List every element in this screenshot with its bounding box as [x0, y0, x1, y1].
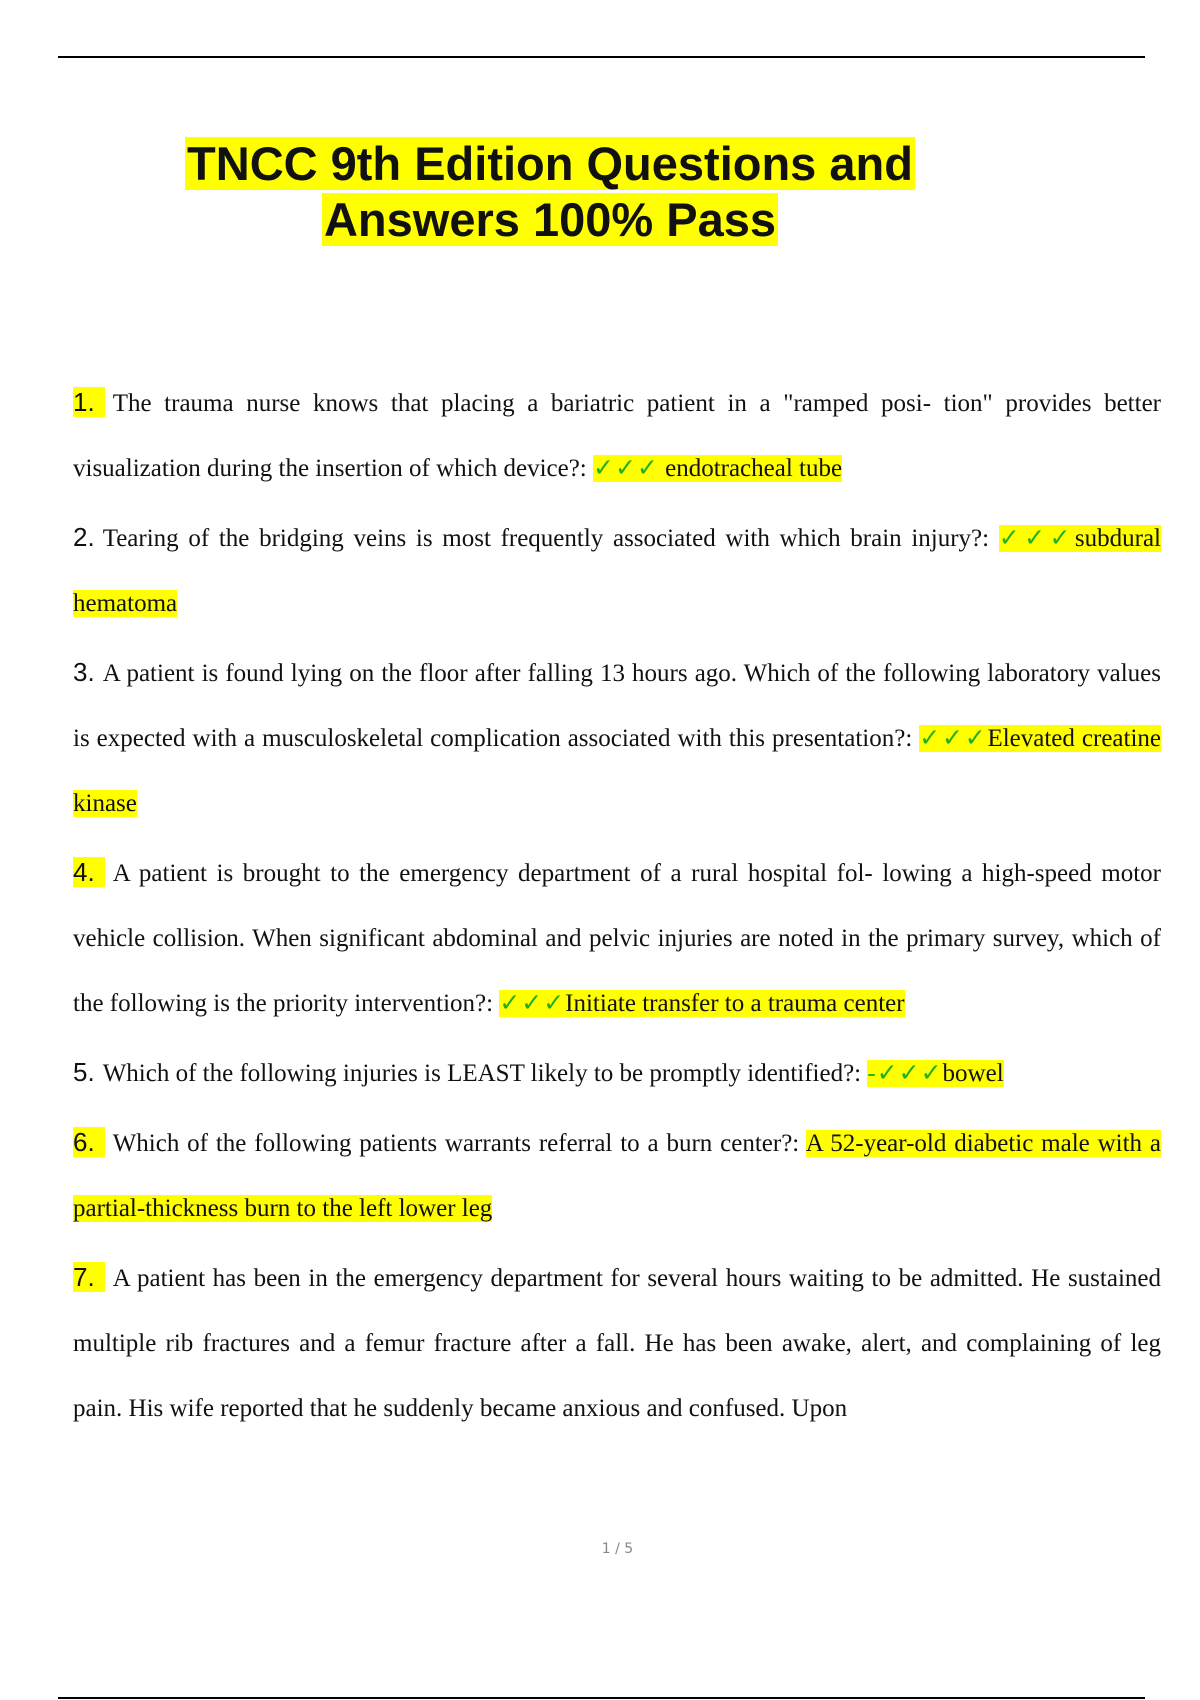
question-number: 7.	[73, 1262, 105, 1292]
answer-highlight	[593, 455, 842, 482]
question-item	[73, 1110, 1161, 1241]
top-rule	[58, 56, 1145, 58]
title-line-1: TNCC 9th Edition Questions and	[187, 137, 913, 190]
question-text: Tearing of the bridging veins is most frequently associated with which brain injury?:	[102, 525, 990, 552]
question-text: The trauma nurse knows that placing a bariatric patient in a "ramped posi- tion" provides better visualization during the insertion of which device?:	[73, 390, 1161, 482]
page-number: 1 / 5	[601, 1541, 634, 1557]
question-number: 2.	[73, 522, 95, 552]
question-item	[73, 640, 1161, 836]
bottom-rule	[58, 1697, 1145, 1699]
answer-text: endotracheal tube	[658, 455, 843, 482]
question-text: A patient is brought to the emergency department of a rural hospital fol- lowing a high-speed motor vehicle collision. When significant abdominal and pelvic injuries are noted in the primary survey, which of the following is the priority intervention?:	[73, 860, 1161, 1017]
question-text: Which of the following patients warrants referral to a burn center?:	[112, 1130, 800, 1157]
answer-text: A 52-year-old diabetic male with a partial-thickness burn to the left lower leg	[73, 1130, 1162, 1222]
question-number: 5.	[73, 1057, 95, 1087]
check-marks-icon: ✓✓✓	[499, 990, 566, 1017]
question-list	[73, 370, 1161, 1445]
title-line-2: Answers 100% Pass	[323, 193, 776, 246]
question-item	[73, 840, 1161, 1036]
question-item	[73, 1245, 1161, 1441]
question-number: 3.	[73, 657, 95, 687]
answer-text: subdural hematoma	[73, 525, 1162, 617]
check-marks-icon: -✓✓✓	[867, 1060, 943, 1087]
answer-highlight	[867, 1060, 1003, 1087]
question-item	[73, 1040, 1161, 1106]
check-marks-icon: ✓✓✓	[593, 455, 659, 482]
answer-highlight	[499, 990, 904, 1017]
check-marks-icon: ✓✓✓	[998, 525, 1075, 552]
question-text: A patient has been in the emergency department for several hours waiting to be admitted. He sustained multiple rib fractures and a femur fracture after a fall. He has been awake, alert, and complaining of leg pain. His wife reported that he suddenly became anxious and confused. Upon	[73, 1265, 1161, 1422]
question-item	[73, 370, 1161, 501]
question-item	[73, 505, 1161, 636]
check-marks-icon: ✓✓✓	[919, 725, 988, 752]
question-number: 6.	[73, 1127, 105, 1157]
answer-text: bowel	[942, 1060, 1004, 1087]
page-title	[0, 136, 1100, 248]
answer-text: Initiate transfer to a trauma center	[565, 990, 905, 1017]
question-number: 4.	[73, 857, 105, 887]
question-text: A patient is found lying on the floor after falling 13 hours ago. Which of the following laboratory values is expected with a musculoskeletal complication associated with this presentation?:	[73, 660, 1161, 752]
answer-text: Elevated creatine kinase	[73, 725, 1162, 817]
question-text: Which of the following injuries is LEAST likely to be promptly identified?:	[102, 1060, 862, 1087]
question-number: 1.	[73, 387, 105, 417]
